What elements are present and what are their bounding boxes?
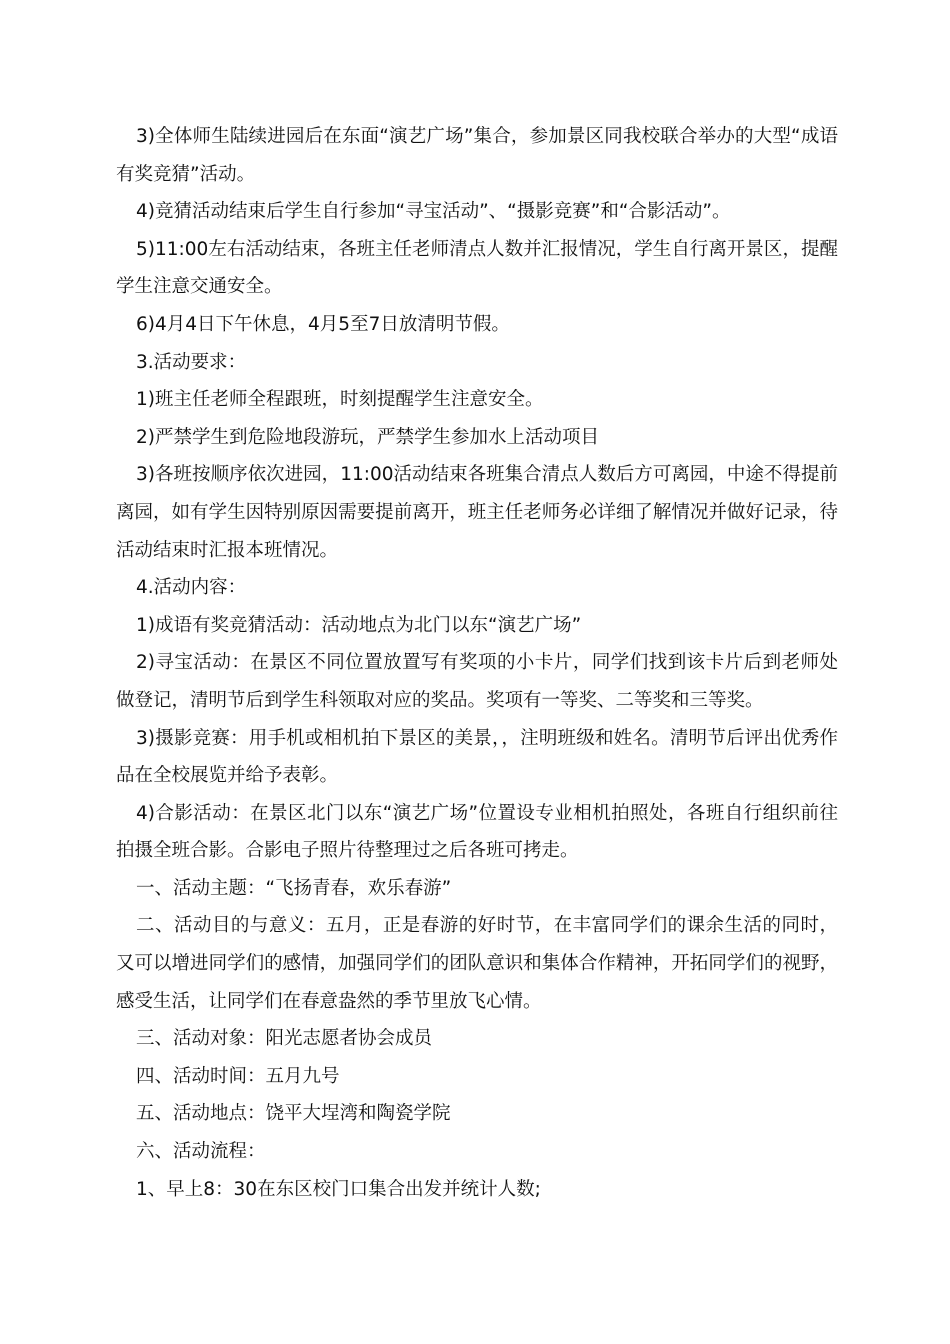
paragraph-content-3: 3)摄影竞赛：用手机或相机拍下景区的美景，，注明班级和姓名。清明节后评出优秀作品在全校展览并给予表彰。 (116, 727, 838, 787)
paragraph-participants: 三、活动对象：阳光志愿者协会成员 (136, 1028, 433, 1050)
paragraph-content-1: 1)成语有奖竞猜活动：活动地点为北门以东“演艺广场” (136, 614, 582, 636)
paragraph-theme: 一、活动主题：“飞扬青春，欢乐春游” (136, 877, 452, 899)
section-heading-content: 4.活动内容： (136, 577, 247, 599)
paragraph-content-4: 4)合影活动：在景区北门以东“演艺广场”位置设专业相机拍照处，各班自行组织前往拍摄全班合影。合影电子照片待整理过之后各班可拷走。 (116, 802, 838, 862)
paragraph-schedule-4: 4)竞猜活动结束后学生自行参加“寻宝活动”、“摄影竞赛”和“合影活动”。 (136, 201, 731, 223)
paragraph-location: 五、活动地点：饶平大埕湾和陶瓷学院 (136, 1103, 451, 1125)
section-heading-requirements: 3.活动要求： (136, 351, 247, 373)
paragraph-process-1: 1、早上8：30在东区校门口集合出发并统计人数; (136, 1178, 541, 1200)
document-body (116, 118, 838, 1208)
paragraph-requirement-3: 3)各班按顺序依次进园，11:00活动结束各班集合清点人数后方可离园，中途不得提前离园，如有学生因特别原因需要提前离开，班主任老师务必详细了解情况并做好记录，待活动结束时汇报本班情况。 (116, 464, 838, 561)
paragraph-schedule-3: 3)全体师生陆续进园后在东面“演艺广场”集合，参加景区同我校联合举办的大型“成语有奖竞猜”活动。 (116, 126, 838, 185)
paragraph-process-heading: 六、活动流程： (136, 1141, 266, 1163)
paragraph-schedule-5: 5)11:00左右活动结束，各班主任老师清点人数并汇报情况，学生自行离开景区，提醒学生注意交通安全。 (116, 238, 838, 298)
paragraph-requirement-2: 2)严禁学生到危险地段游玩，严禁学生参加水上活动项目 (136, 426, 599, 448)
paragraph-time: 四、活动时间：五月九号 (136, 1065, 340, 1087)
paragraph-requirement-1: 1)班主任老师全程跟班，时刻提醒学生注意安全。 (136, 389, 544, 411)
paragraph-schedule-6: 6)4月4日下午休息，4月5至7日放清明节假。 (136, 313, 510, 335)
paragraph-content-2: 2)寻宝活动：在景区不同位置放置写有奖项的小卡片，同学们找到该卡片后到老师处做登记，清明节后到学生科领取对应的奖品。奖项有一等奖、二等奖和三等奖。 (116, 652, 838, 711)
paragraph-purpose: 二、活动目的与意义：五月，正是春游的好时节，在丰富同学们的课余生活的同时，又可以增进同学们的感情，加强同学们的团队意识和集体合作精神，开拓同学们的视野，感受生活，让同学们在春意盎然的季节里放飞心情。 (116, 915, 838, 1012)
